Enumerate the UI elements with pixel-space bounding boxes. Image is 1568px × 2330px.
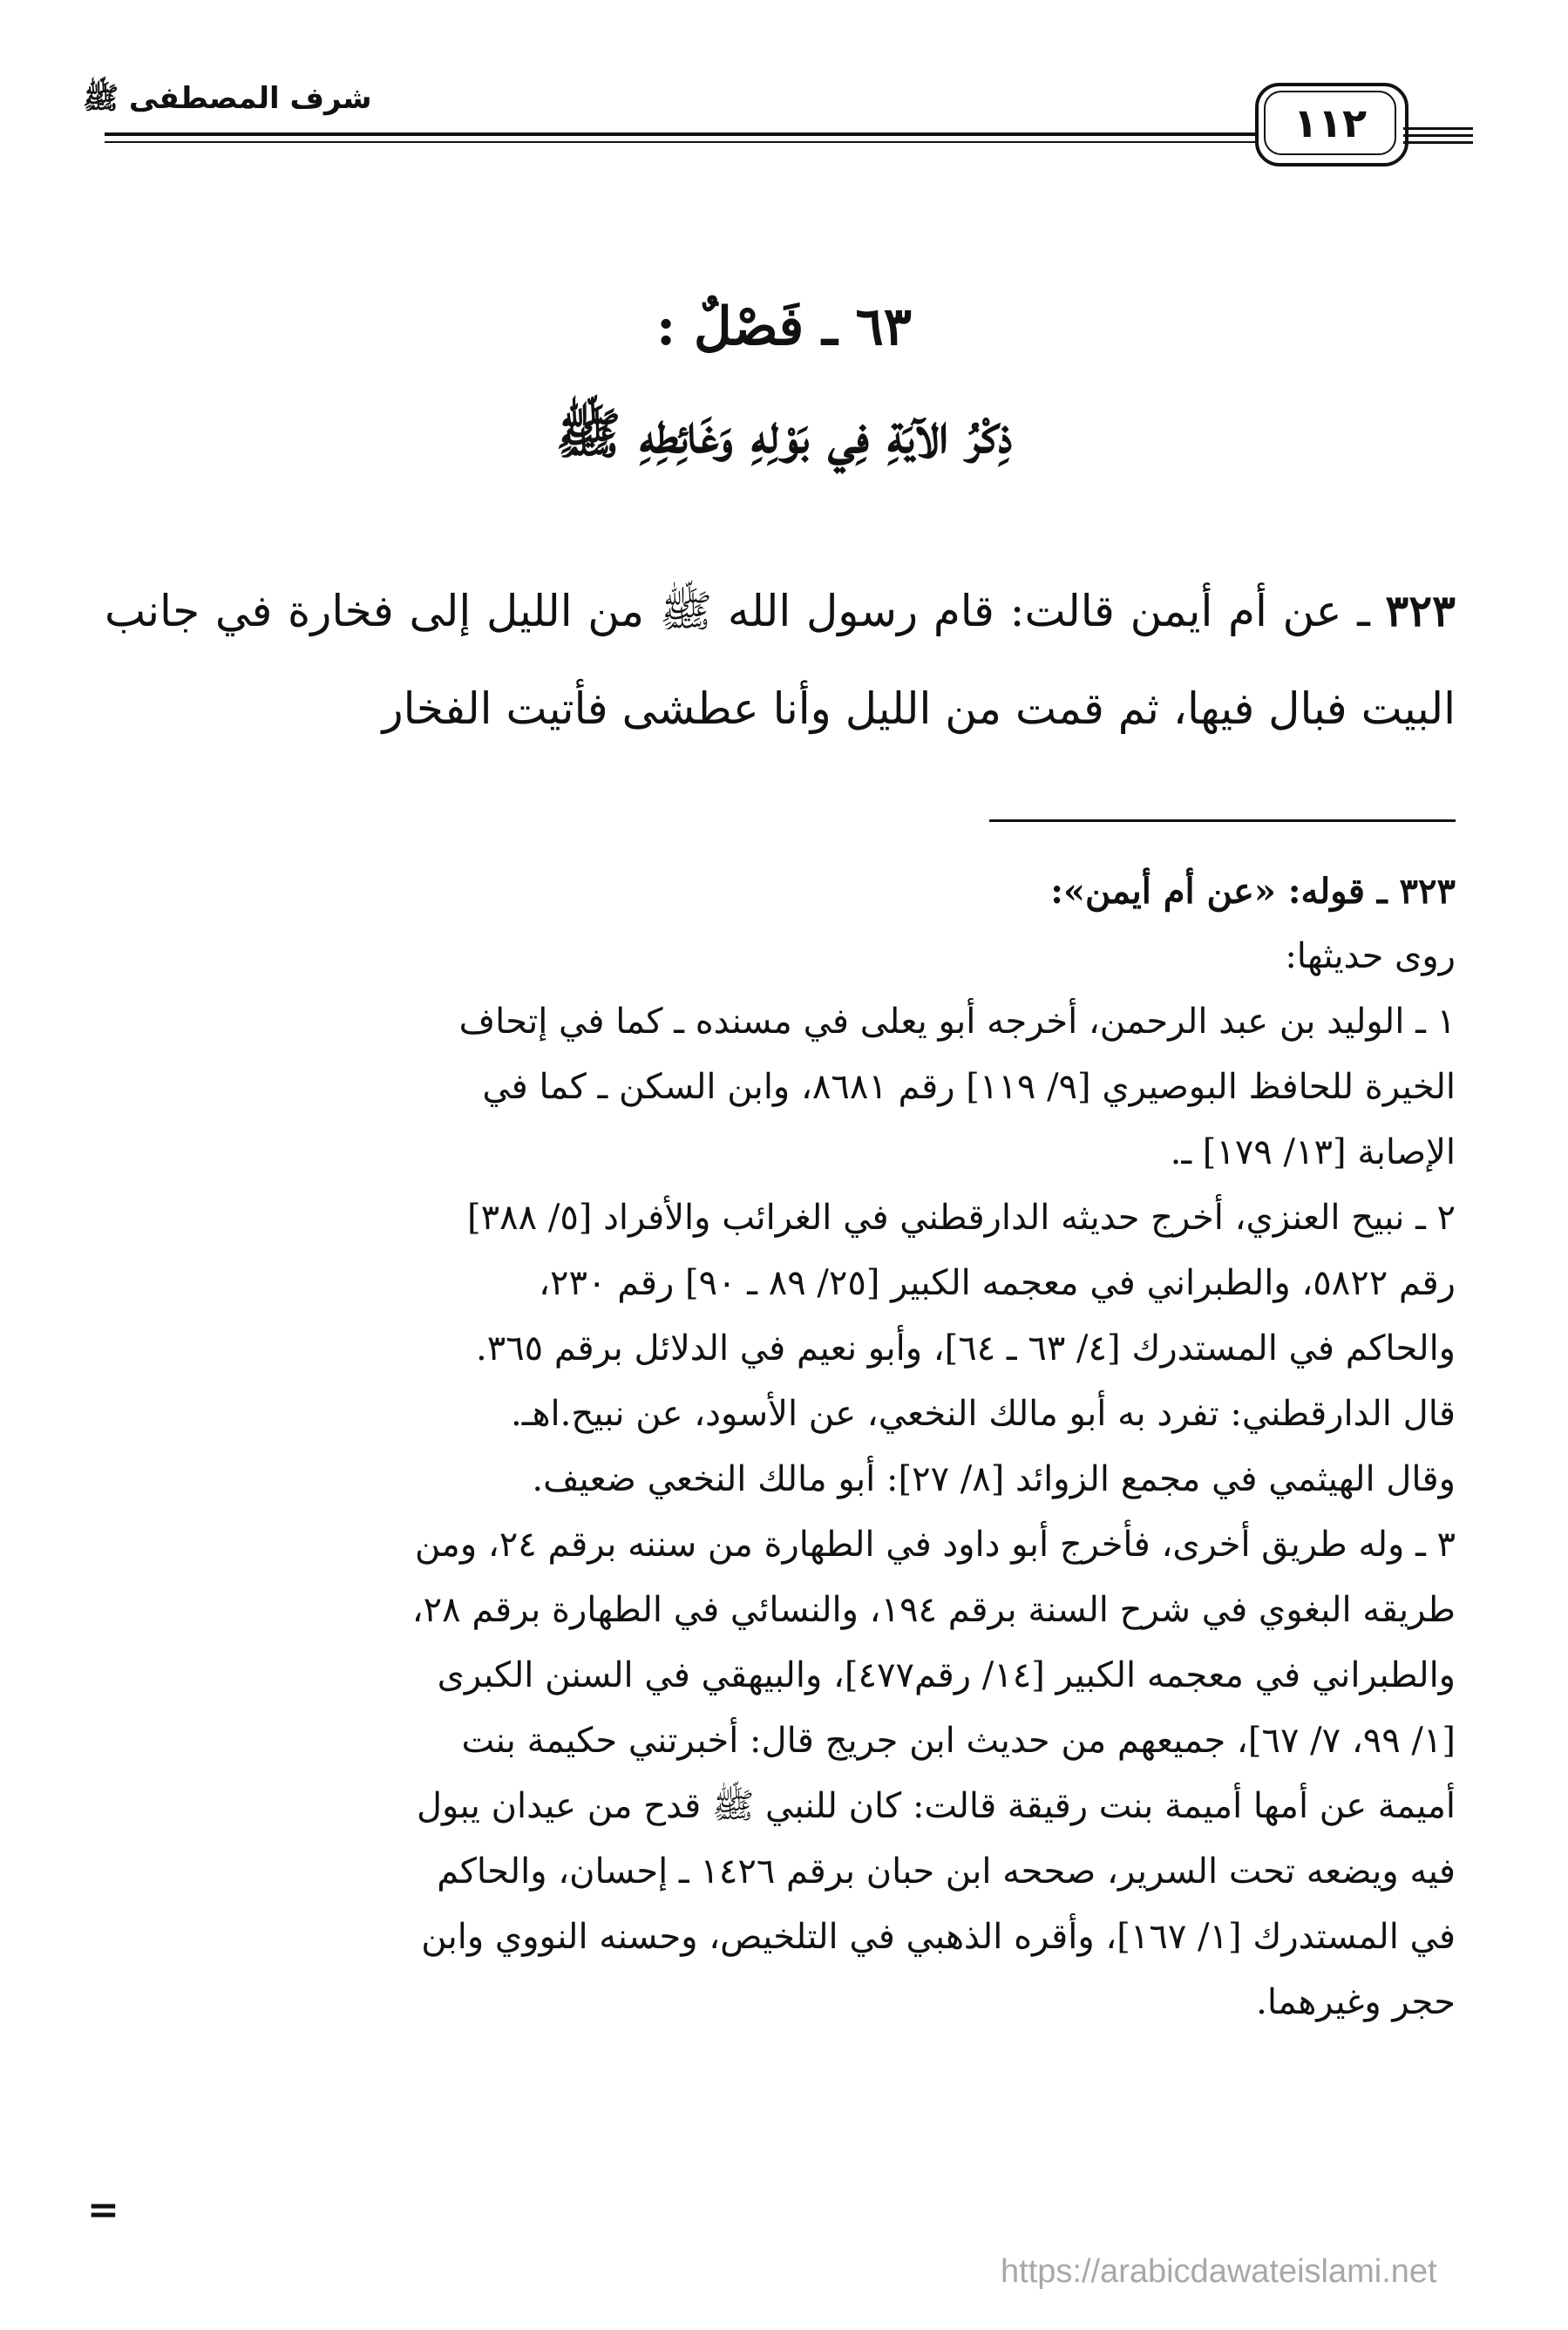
header-rule — [105, 132, 1255, 136]
hadith-text: ـ عن أم أيمن قالت: قام رسول الله ﷺ من الليل إلى فخارة في جانب البيت فبال فيها، ثم قمت من الليل وأنا عطشى فأتيت الفخار — [105, 586, 1456, 734]
chapter-title: ٦٣ ـ فَصْلٌ : — [656, 296, 912, 357]
footnote-line: أميمة عن أمها أميمة بنت رقيقة قالت: كان للنبي ﷺ قدح من عيدان يبول — [416, 1786, 1456, 1826]
footnote-line: وقال الهيثمي في مجمع الزوائد [٨/ ٢٧]: أبو مالك النخعي ضعيف. — [532, 1459, 1456, 1499]
footnote-line: [١/ ٩٩، ٧/ ٦٧]، جميعهم من حديث ابن جريج قال: أخبرتني حكيمة بنت — [461, 1721, 1456, 1761]
header-rule-right — [1403, 127, 1473, 130]
running-header-title: شرف المصطفى ﷺ — [83, 81, 372, 116]
footnote-line: ١ ـ الوليد بن عبد الرحمن، أخرجه أبو يعلى في مسنده ـ كما في إتحاف — [458, 1002, 1456, 1042]
footnote-line: ٣٢٣ ـ قوله: «عن أم أيمن»: — [1050, 871, 1456, 912]
page-number: ١١٢ — [1264, 91, 1396, 155]
header-rule-thin — [105, 141, 1255, 143]
footnote-line: روى حديثها: — [1285, 936, 1456, 976]
footnote-line: والحاكم في المستدرك [٤/ ٦٣ ـ ٦٤]، وأبو نعيم في الدلائل برقم ٣٦٥. — [475, 1328, 1456, 1369]
footnote-line: والطبراني في معجمه الكبير [١٤/ رقم٤٧٧]، والبيهقي في السنن الكبرى — [437, 1655, 1456, 1695]
footnote-line: فيه ويضعه تحت السرير، صححه ابن حبان برقم ١٤٢٦ ـ إحسان، والحاكم — [437, 1851, 1456, 1892]
main-text — [105, 562, 1456, 757]
footnote-line: ٢ ـ نبيح العنزي، أخرج حديثه الدارقطني في الغرائب والأفراد [٥/ ٣٨٨] — [467, 1198, 1456, 1238]
footnotes — [105, 859, 1456, 2035]
footnote-line: قال الدارقطني: تفرد به أبو مالك النخعي، عن الأسود، عن نبيح.اهـ. — [511, 1394, 1456, 1434]
footnote-line: في المستدرك [١/ ١٦٧]، وأقره الذهبي في التلخيص، وحسنه النووي وابن — [421, 1917, 1456, 1957]
footnote-separator — [989, 819, 1456, 822]
watermark-url: https://arabicdawateislami.net — [1001, 2253, 1437, 2290]
header-rule-right — [1403, 134, 1473, 137]
footnote-line: طريقه البغوي في شرح السنة برقم ١٩٤، والنسائي في الطهارة برقم ٢٨، — [411, 1590, 1456, 1630]
header-rule-right — [1403, 141, 1473, 144]
footnote-line: رقم ٥٨٢٢، والطبراني في معجمه الكبير [٢٥/ ٨٩ ـ ٩٠] رقم ٢٣٠، — [539, 1263, 1456, 1303]
hadith-number: ٣٢٣ — [1385, 585, 1456, 636]
footnote-line: الإصابة [١٣/ ١٧٩] ـ. — [1170, 1132, 1456, 1172]
footnote-line: الخيرة للحافظ البوصيري [٩/ ١١٩] رقم ٨٦٨١، وابن السكن ـ كما في — [482, 1067, 1456, 1107]
chapter-subtitle: ذِكْرُ الآيَةِ فِي بَوْلِهِ وَغَائِطِهِ ﷺ — [555, 402, 1013, 465]
footnote-line: ٣ ـ وله طريق أخرى، فأخرج أبو داود في الطهارة من سننه برقم ٢٤، ومن — [414, 1525, 1456, 1565]
footnote-line: حجر وغيرهما. — [1256, 1982, 1456, 2022]
continuation-mark: = — [87, 2188, 119, 2232]
